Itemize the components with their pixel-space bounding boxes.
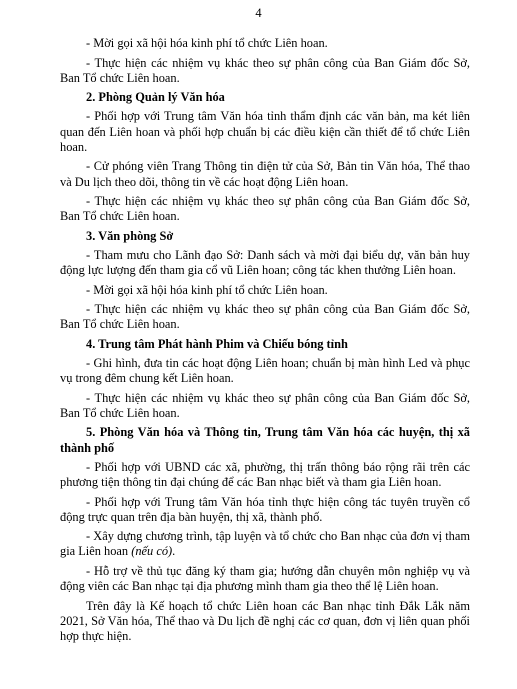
paragraph: - Hỗ trợ về thủ tục đăng ký tham gia; hướng dẫn chuyên môn nghiệp vụ và động viên các Ban nhạc tại địa phương mình tham gia theo thể lệ Liên hoan. <box>60 563 470 594</box>
paragraph: - Phối hợp với Trung tâm Văn hóa tỉnh thẩm định các văn bản, ma két liên quan đến Liên hoan và phối hợp chuẩn bị các điều kiện cần thiết để tổ chức Liên hoan. <box>60 109 470 154</box>
paragraph: - Tham mưu cho Lãnh đạo Sở: Danh sách và mời đại biểu dự, văn bản huy động lực lượng đến tham gia cổ vũ Liên hoan; công tác khen thưởng Liên hoan. <box>60 247 470 278</box>
closing-paragraph: Trên đây là Kế hoạch tổ chức Liên hoan các Ban nhạc tỉnh Đắk Lắk năm 2021, Sở Văn hóa, Thể thao và Du lịch đề nghị các cơ quan, đơn vị liên quan phối hợp thực hiện. <box>60 598 470 644</box>
paragraph: - Mời gọi xã hội hóa kinh phí tổ chức Liên hoan. <box>86 282 328 297</box>
paragraph: - Thực hiện các nhiệm vụ khác theo sự phân công của Ban Giám đốc Sở, Ban Tổ chức Liên hoan. <box>60 194 470 224</box>
paragraph-emphasis: (nếu có) <box>131 544 173 559</box>
paragraph <box>60 529 470 559</box>
paragraph: - Phối hợp với UBND các xã, phường, thị trấn thông báo rộng rãi trên các phương tiện thông tin đại chúng để các Ban nhạc biết và tham gia Liên hoan. <box>60 459 470 490</box>
paragraph: - Ghi hình, đưa tin các hoạt động Liên hoan; chuẩn bị màn hình Led và phục vụ trong đêm chung kết Liên hoan. <box>60 356 470 386</box>
paragraph: - Thực hiện các nhiệm vụ khác theo sự phân công của Ban Giám đốc Sở, Ban Tổ chức Liên hoan. <box>60 390 470 420</box>
paragraph: - Thực hiện các nhiệm vụ khác theo sự phân công của Ban Giám đốc Sở, Ban Tổ chức Liên hoan. <box>60 302 470 332</box>
page-number: 4 <box>255 6 262 20</box>
paragraph: - Thực hiện các nhiệm vụ khác theo sự phân công của Ban Giám đốc Sở, Ban Tổ chức Liên hoan. <box>60 55 470 85</box>
paragraph-suffix: . <box>172 544 176 559</box>
paragraph: - Phối hợp với Trung tâm Văn hóa tỉnh thực hiện công tác tuyên truyền cổ động trực quan trên địa bàn huyện, thị xã, thành phố. <box>60 494 470 524</box>
section-heading: 5. Phòng Văn hóa và Thông tin, Trung tâm Văn hóa các huyện, thị xã thành phố <box>60 425 470 455</box>
document-body <box>60 36 470 649</box>
section-heading: 4. Trung tâm Phát hành Phim và Chiếu bóng tỉnh <box>86 336 348 351</box>
paragraph: - Mời gọi xã hội hóa kinh phí tổ chức Liên hoan. <box>86 36 328 50</box>
paragraph: - Cử phóng viên Trang Thông tin điện tử của Sở, Bản tin Văn hóa, Thể thao và Du lịch theo dõi, thông tin về các hoạt động Liên hoan. <box>60 159 470 189</box>
section-heading: 3. Văn phòng Sở <box>86 228 174 243</box>
section-heading: 2. Phòng Quản lý Văn hóa <box>86 90 225 105</box>
paragraph-text: - Xây dựng chương trình, tập luyện và tổ chức cho Ban nhạc của đơn vị tham gia Liên hoan <box>60 529 470 559</box>
